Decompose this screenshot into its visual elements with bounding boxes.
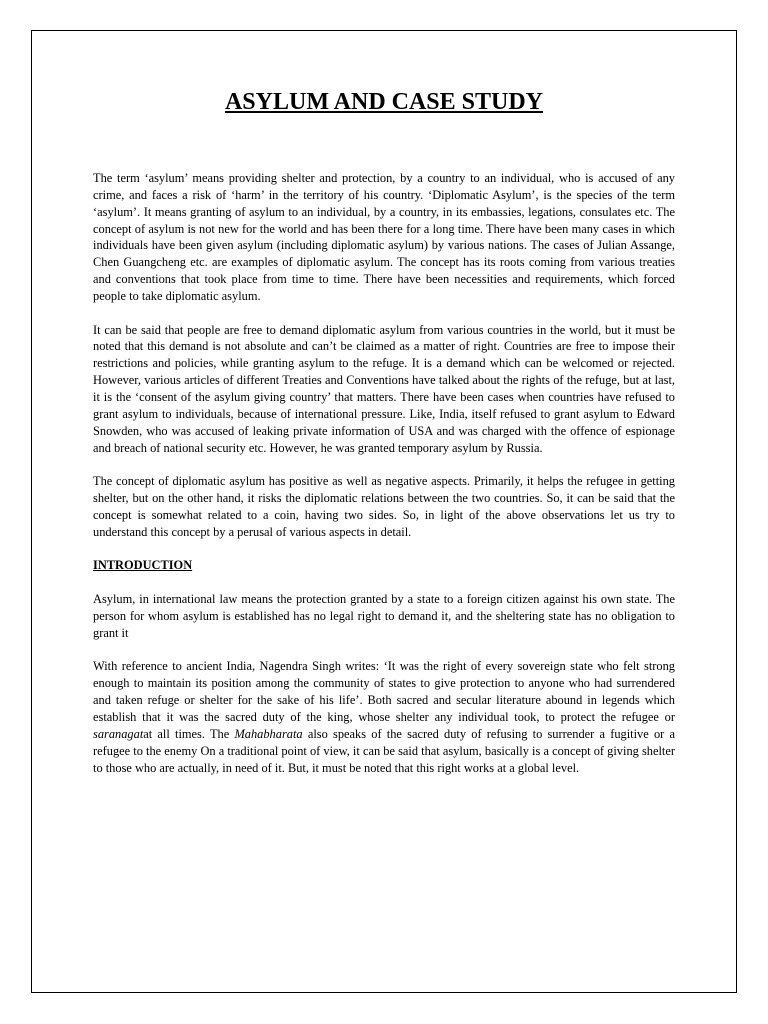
paragraph-definition: Asylum, in international law means the protection granted by a state to a foreign citizen against his own state. The person for whom asylum is established has no legal right to demand it, and the sheltering state has no obligation to grant it: [93, 592, 675, 640]
section-heading-introduction: INTRODUCTION: [93, 558, 193, 573]
para5-part-c: also speaks of the sacred duty of refusing to surrender a fugitive or a refugee to the enemy On a traditional point of view, it can be said that asylum, basically is a concept of giving shelter to those who are actually, in need of it. But, it must be noted that this right works at a global level.: [93, 726, 675, 775]
document-title: [0, 89, 768, 116]
document-title-text: ASYLUM AND CASE STUDY: [224, 89, 544, 115]
document-body: [93, 170, 675, 793]
para5-part-a: With reference to ancient India, Nagendra Singh writes: ‘It was the right of every sovereign state who felt strong enough to maintain its position among the community of states to give protection to anyone who had surrendered and taken refuge or shelter for the sake of his life’. Both sacred and secular literature abound in legends which establish that it was the sacred duty of the king, whose shelter any individual took, to protect the refugee or: [93, 659, 675, 724]
term-saranagat: saranagat: [93, 726, 144, 741]
paragraph-aspects: The concept of diplomatic asylum has positive as well as negative aspects. Primarily, it helps the refugee in getting shelter, but on the other hand, it risks the diplomatic relations between the two countries. So, it can be said that the concept is somewhat related to a coin, having two sides. So, in light of the above observations let us try to understand this concept by a perusal of various aspects in detail.: [93, 474, 675, 539]
term-mahabharata: Mahabharata: [234, 726, 303, 741]
para5-part-b: at all times. The: [143, 726, 235, 741]
paragraph-ancient-india: [93, 658, 675, 776]
paragraph-intro-asylum: The term ‘asylum’ means providing shelter and protection, by a country to an individual, who is accused of any crime, and faces a risk of ‘harm’ in the territory of his country. ‘Diplomatic Asylum’, is the species of the term ‘asylum’. It means granting of asylum to an individual, by a country, in its embassies, legations, consulates etc. The concept of asylum is not new for the world and has been there for a long time. There have been many cases in which individuals have been given asylum (including diplomatic asylum) by various nations. The cases of Julian Assange, Chen Guangcheng etc. are examples of diplomatic asylum. The concept has its roots coming from various treaties and conventions that took place from time to time. There have been necessities and requirements, which forced people to take diplomatic asylum.: [93, 171, 675, 303]
paragraph-demand-asylum: It can be said that people are free to demand diplomatic asylum from various countries in the world, but it must be noted that this demand is not absolute and can’t be claimed as a matter of right. Countries are free to impose their restrictions and policies, while granting asylum to the refuge. It is a demand which can be welcomed or rejected. However, various articles of different Treaties and Conventions have talked about the rights of the refuge, but at last, it is the ‘consent of the asylum giving country’ that matters. There have been cases when countries have refused to grant asylum to individuals, because of international pressure. Like, India, itself refused to grant asylum to Edward Snowden, who was accused of leaking private information of USA and was charged with the offence of espionage and breach of national security etc. However, he was granted temporary asylum by Russia.: [93, 322, 675, 455]
